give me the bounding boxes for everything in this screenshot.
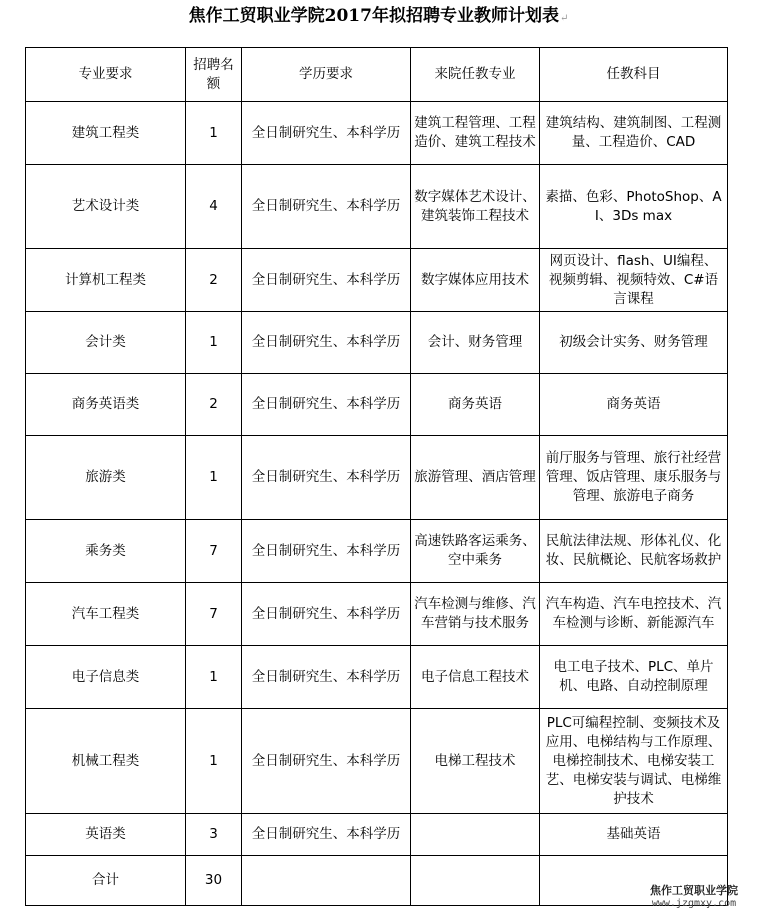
table-row [26,165,728,249]
cell-school-major: 高速铁路客运乘务、空中乘务 [411,520,540,583]
table-row [26,249,728,312]
cell-education: 全日制研究生、本科学历 [242,520,411,583]
table-row [26,583,728,646]
cell-education [242,856,411,906]
cell-school-major: 商务英语 [411,374,540,436]
cell-quota: 4 [186,165,242,249]
header-major: 专业要求 [26,48,186,102]
cell-education: 全日制研究生、本科学历 [242,102,411,165]
cell-major: 合计 [26,856,186,906]
table-row [26,436,728,520]
cell-quota: 1 [186,646,242,709]
cell-quota: 2 [186,249,242,312]
cell-subjects: 电工电子技术、PLC、单片机、电路、自动控制原理 [540,646,728,709]
cell-school-major: 建筑工程管理、工程造价、建筑工程技术 [411,102,540,165]
table-header-row [26,48,728,102]
table-row [26,102,728,165]
cell-quota: 30 [186,856,242,906]
cell-major: 建筑工程类 [26,102,186,165]
paragraph-mark-icon: ↵ [559,13,569,24]
cell-school-major: 电梯工程技术 [411,709,540,814]
cell-school-major: 旅游管理、酒店管理 [411,436,540,520]
cell-major: 电子信息类 [26,646,186,709]
header-quota: 招聘名额 [186,48,242,102]
cell-quota: 7 [186,520,242,583]
cell-subjects: 商务英语 [540,374,728,436]
table-row [26,646,728,709]
cell-subjects: PLC可编程控制、变频技术及应用、电梯结构与工作原理、电梯控制技术、电梯安装工艺、电梯安装与调试、电梯维护技术 [540,709,728,814]
cell-major: 旅游类 [26,436,186,520]
cell-subjects: 前厅服务与管理、旅行社经营管理、饭店管理、康乐服务与管理、旅游电子商务 [540,436,728,520]
cell-quota: 1 [186,102,242,165]
cell-subjects: 网页设计、flash、UI编程、视频剪辑、视频特效、C#语言课程 [540,249,728,312]
cell-school-major: 电子信息工程技术 [411,646,540,709]
cell-education: 全日制研究生、本科学历 [242,436,411,520]
header-school-major: 来院任教专业 [411,48,540,102]
watermark [633,884,755,910]
cell-school-major: 数字媒体应用技术 [411,249,540,312]
cell-education: 全日制研究生、本科学历 [242,709,411,814]
cell-major: 艺术设计类 [26,165,186,249]
cell-quota: 3 [186,814,242,856]
table-row [26,709,728,814]
cell-education: 全日制研究生、本科学历 [242,165,411,249]
cell-education: 全日制研究生、本科学历 [242,312,411,374]
cell-major: 商务英语类 [26,374,186,436]
table-row [26,520,728,583]
cell-major: 英语类 [26,814,186,856]
table-total-row [26,856,728,906]
watermark-url: www.jzgmxy.com [651,898,737,909]
cell-education: 全日制研究生、本科学历 [242,374,411,436]
cell-quota: 7 [186,583,242,646]
cell-quota: 1 [186,436,242,520]
watermark-name: 焦作工贸职业学院 [650,884,738,897]
header-education: 学历要求 [242,48,411,102]
cell-education: 全日制研究生、本科学历 [242,249,411,312]
recruitment-table [25,47,728,906]
table-row [26,312,728,374]
title-text: 焦作工贸职业学院2017年拟招聘专业教师计划表 [188,6,559,26]
cell-school-major: 会计、财务管理 [411,312,540,374]
cell-subjects: 民航法律法规、形体礼仪、化妆、民航概论、民航客场救护 [540,520,728,583]
cell-subjects: 素描、色彩、PhotoShop、AI、3Ds max [540,165,728,249]
cell-quota: 1 [186,709,242,814]
cell-major: 汽车工程类 [26,583,186,646]
header-subjects: 任教科目 [540,48,728,102]
cell-quota: 1 [186,312,242,374]
cell-education: 全日制研究生、本科学历 [242,583,411,646]
cell-major: 乘务类 [26,520,186,583]
cell-subjects: 基础英语 [540,814,728,856]
cell-school-major [411,856,540,906]
cell-school-major: 汽车检测与维修、汽车营销与技术服务 [411,583,540,646]
cell-major: 机械工程类 [26,709,186,814]
cell-school-major [411,814,540,856]
table-row [26,814,728,856]
cell-education: 全日制研究生、本科学历 [242,646,411,709]
cell-major: 计算机工程类 [26,249,186,312]
cell-major: 会计类 [26,312,186,374]
cell-education: 全日制研究生、本科学历 [242,814,411,856]
cell-quota: 2 [186,374,242,436]
cell-subjects: 初级会计实务、财务管理 [540,312,728,374]
cell-subjects: 汽车构造、汽车电控技术、汽车检测与诊断、新能源汽车 [540,583,728,646]
table-row [26,374,728,436]
cell-subjects: 建筑结构、建筑制图、工程测量、工程造价、CAD [540,102,728,165]
cell-school-major: 数字媒体艺术设计、建筑装饰工程技术 [411,165,540,249]
page-title [0,4,757,31]
